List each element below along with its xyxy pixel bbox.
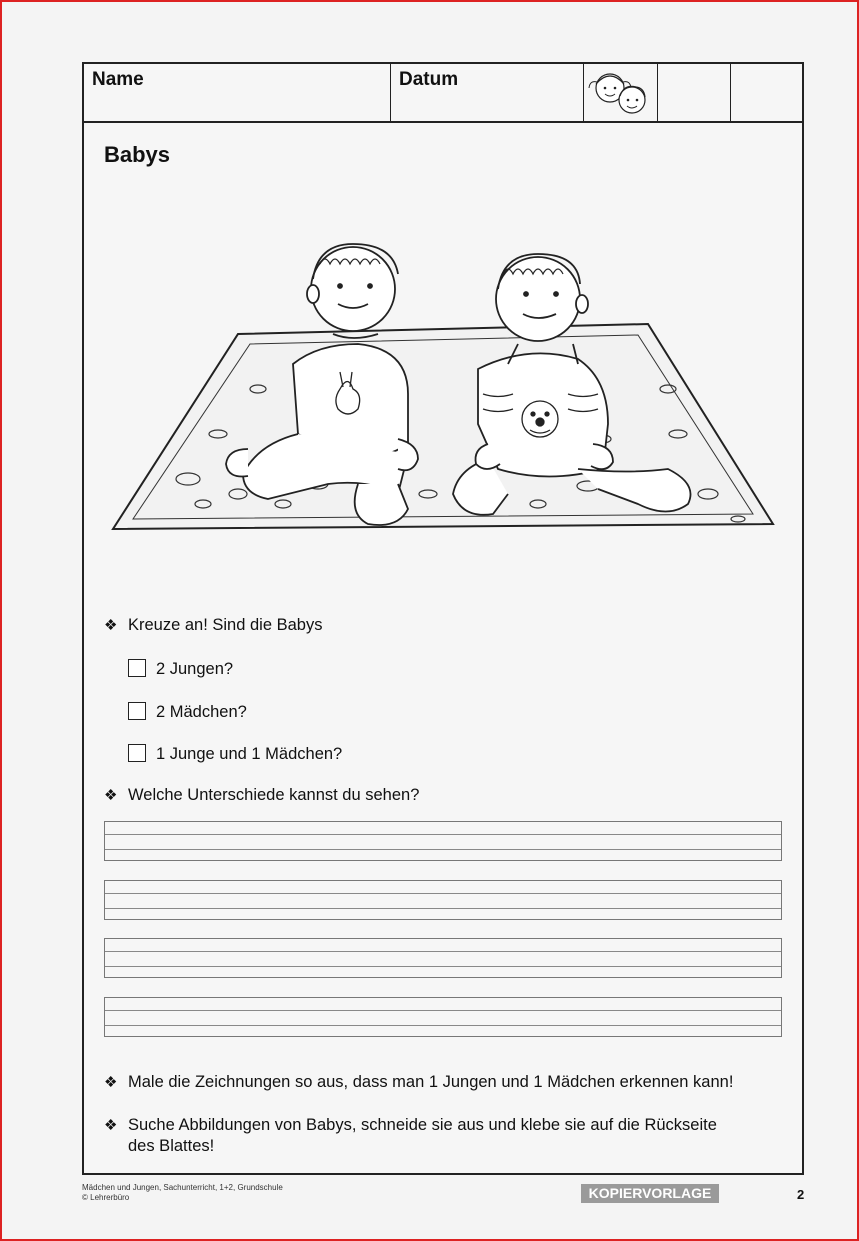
footer-credits <box>82 1183 283 1203</box>
header-row <box>84 64 802 123</box>
option-junge-und-maedchen[interactable] <box>128 744 342 764</box>
footer-line-1: Mädchen und Jungen, Sachunterricht, 1+2, Grundschule <box>82 1183 283 1192</box>
question-3 <box>104 1073 733 1092</box>
question-2-text: Welche Unterschiede kannst du sehen? <box>128 786 420 804</box>
question-3-text: Male die Zeichnungen so aus, dass man 1 Jungen und 1 Mädchen erkennen kann! <box>128 1073 734 1091</box>
writing-lines-3[interactable] <box>104 938 782 978</box>
bullet-icon: ❖ <box>104 1074 118 1091</box>
option-label: 2 Jungen? <box>156 660 234 678</box>
worksheet <box>82 62 804 1175</box>
page-number: 2 <box>797 1187 805 1202</box>
date-field[interactable] <box>391 64 584 121</box>
bullet-icon: ❖ <box>104 617 118 634</box>
writing-lines-1[interactable] <box>104 821 782 861</box>
question-1-text: Kreuze an! Sind die Babys <box>128 616 323 634</box>
bullet-icon: ❖ <box>104 787 118 804</box>
question-4-text-line2: des Blattes! <box>128 1137 215 1155</box>
kopiervorlage-badge: KOPIERVORLAGE <box>581 1184 719 1203</box>
checkbox-2-maedchen[interactable] <box>128 702 146 720</box>
writing-lines-2[interactable] <box>104 880 782 920</box>
footer-line-2: © Lehrerbüro <box>82 1193 130 1202</box>
question-1 <box>104 616 322 635</box>
babies-on-blanket-illustration <box>108 194 778 539</box>
option-label: 2 Mädchen? <box>156 703 247 721</box>
page-title: Babys <box>104 142 171 167</box>
question-2 <box>104 786 419 805</box>
bullet-icon: ❖ <box>104 1117 118 1134</box>
date-label: Datum <box>399 69 459 90</box>
checkbox-junge-und-maedchen[interactable] <box>128 744 146 762</box>
children-faces-icon <box>584 64 656 119</box>
checkbox-2-jungen[interactable] <box>128 659 146 677</box>
name-label: Name <box>92 69 144 90</box>
name-field[interactable] <box>84 64 391 121</box>
writing-lines-4[interactable] <box>104 997 782 1037</box>
header-box-2[interactable] <box>731 64 802 121</box>
option-2-maedchen[interactable] <box>128 702 247 722</box>
header-box-1[interactable] <box>658 64 731 121</box>
option-2-jungen[interactable] <box>128 659 233 679</box>
question-4 <box>104 1115 717 1157</box>
children-logo-cell <box>584 64 658 121</box>
option-label: 1 Junge und 1 Mädchen? <box>156 745 343 763</box>
question-4-text-line1: Suche Abbildungen von Babys, schneide sie aus und klebe sie auf die Rückseite <box>128 1116 717 1134</box>
